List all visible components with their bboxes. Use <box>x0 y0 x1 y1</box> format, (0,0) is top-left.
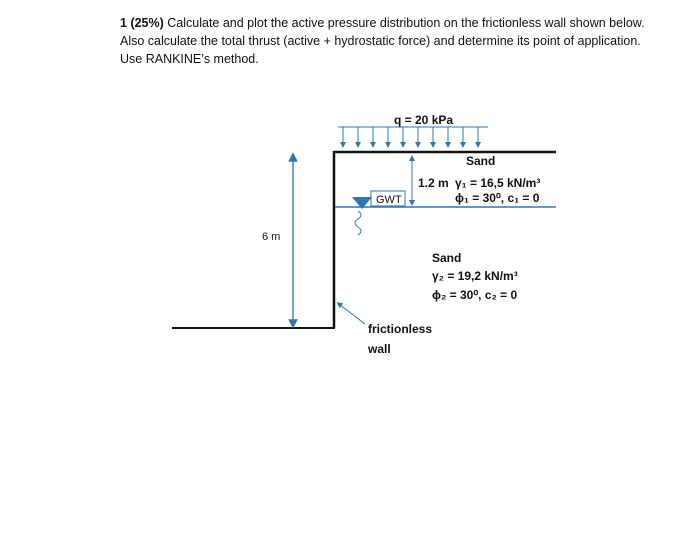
layer1-strength: ϕ₁ = 30⁰, c₁ = 0 <box>455 191 540 205</box>
layer1-name: Sand <box>466 154 496 168</box>
layer2-name: Sand <box>432 251 462 265</box>
question-weight: (25%) <box>130 16 164 30</box>
gwt-label: GWT <box>376 194 402 206</box>
surcharge-arrows <box>338 127 488 145</box>
wall-pointer-arrow <box>339 304 365 324</box>
gwt-depth-label: 1.2 m <box>418 176 449 190</box>
layer2-unit-weight: γ₂ = 19,2 kN/m³ <box>432 269 518 283</box>
wall-label-line2: wall <box>368 342 391 356</box>
question-number: 1 <box>120 16 127 30</box>
gwt-squiggle-icon <box>355 211 361 235</box>
question-text: Calculate and plot the active pressure distribution on the frictionless wall shown below. Also calculate the total thrust (active + hydrostatic force) and determine its point of application. Use RANKINE’s method. <box>120 16 645 66</box>
layer1-unit-weight: γ₁ = 16,5 kN/m³ <box>455 176 541 190</box>
layer2-strength: ϕ₂ = 30⁰, c₂ = 0 <box>432 288 518 302</box>
wall-label-line1: frictionless <box>368 322 433 336</box>
wall-height-label: 6 m <box>262 231 281 243</box>
surcharge-label: q = 20 kPa <box>394 113 454 127</box>
